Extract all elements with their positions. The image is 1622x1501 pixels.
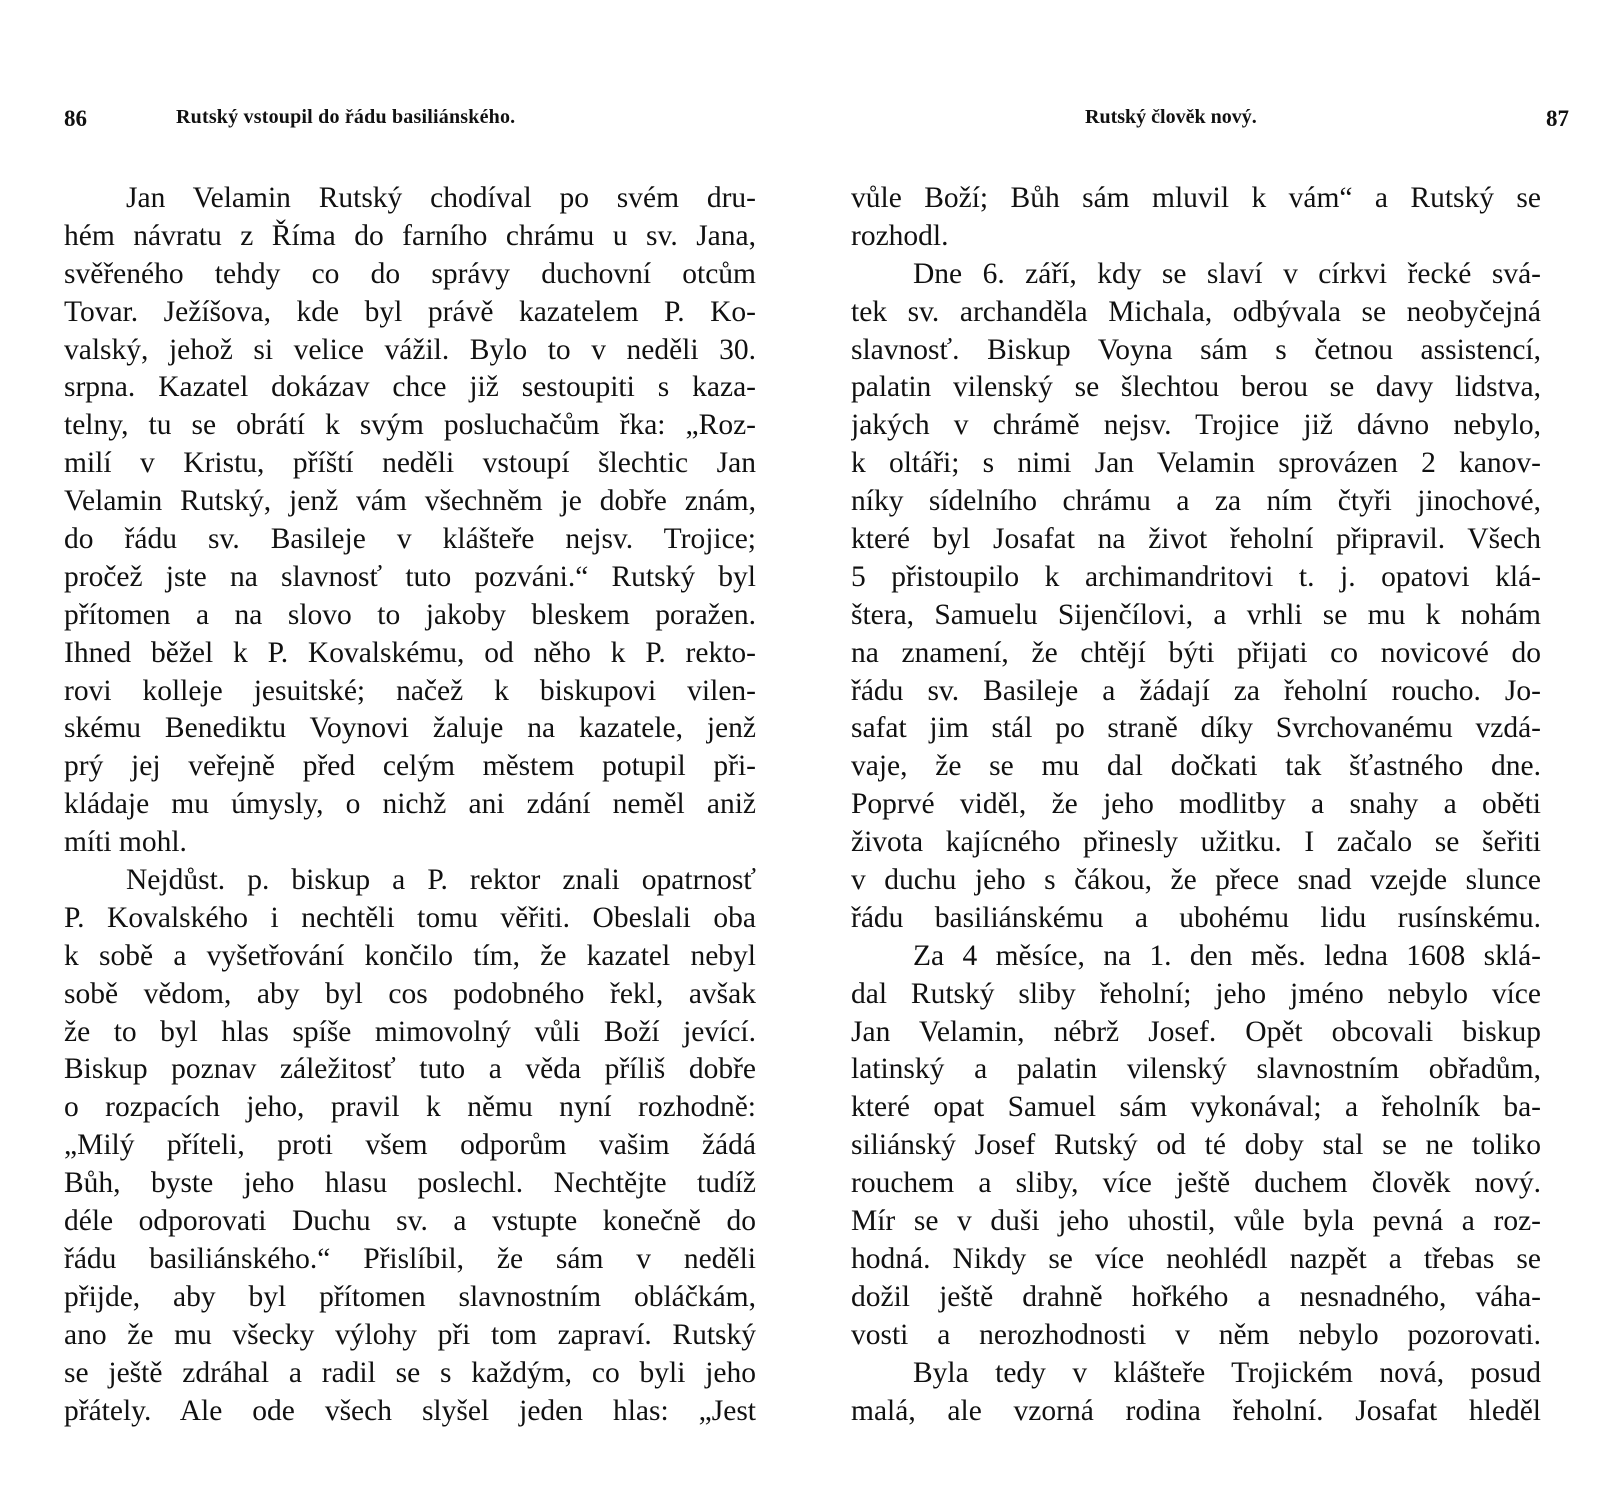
text-line: vaje, že se mu dal dočkati tak šťastného dne. — [851, 750, 1541, 783]
text-line: svěřeného tehdy co do správy duchovní otcům — [64, 257, 756, 290]
text-line: štera, Samuelu Sijenčílovi, a vrhli se mu k nohám — [851, 598, 1541, 631]
text-line: vůle Boží; Bůh sám mluvil k vám“ a Rutský se — [851, 182, 1541, 214]
text-line: na znamení, že chtějí býti přijati co novicové do — [851, 636, 1541, 669]
text-line: hodná. Nikdy se více neohlédl nazpět a třebas se — [851, 1242, 1541, 1275]
page-number: 86 — [64, 106, 87, 131]
text-line: kládaje mu úmysly, o nichž ani zdání neměl aniž — [64, 788, 756, 821]
text-line: siliánský Josef Rutský od té doby stal se ne toliko — [851, 1129, 1541, 1162]
text-line: telny, tu se obrátí k svým posluchačům řka: „Roz- — [64, 409, 756, 442]
text-line: Poprvé viděl, že jeho modlitby a snahy a oběti — [851, 788, 1541, 821]
text-line: valský, jehož si velice vážil. Bylo to v neděli 30. — [64, 333, 756, 366]
text-line: že to byl hlas spíše mimovolný vůli Boží jevící. — [64, 1015, 756, 1048]
body-text — [851, 180, 1541, 1430]
text-line: hém návratu z Říma do farního chrámu u sv. Jana, — [64, 219, 756, 252]
text-line: do řádu sv. Basileje v klášteře nejsv. Trojice; — [64, 523, 756, 556]
text-line: dožil ještě drahně hořkého a nesnadného, váha- — [851, 1280, 1541, 1313]
text-line: palatin vilenský se šlechtou berou se davy lidstva, — [851, 371, 1541, 404]
text-line: P. Kovalského i nechtěli tomu věřiti. Obeslali oba — [64, 901, 756, 934]
text-line: tek sv. archanděla Michala, odbývala se neobyčejná — [851, 295, 1541, 328]
text-line: skému Benediktu Voynovi žaluje na kazatele, jenž — [64, 712, 756, 745]
text-line: „Milý příteli, proti všem odporům vašim žádá — [64, 1129, 756, 1162]
running-head: Rutský vstoupil do řádu basiliánského. — [176, 106, 516, 128]
text-line: latinský a palatin vilenský slavnostním obřadům, — [851, 1053, 1541, 1086]
text-line: Jan Velamin, nébrž Josef. Opět obcovali biskup — [851, 1015, 1541, 1048]
text-line: Za 4 měsíce, na 1. den měs. ledna 1608 sklá- — [913, 939, 1541, 972]
text-line: které byl Josafat na život řeholní připravil. Všech — [851, 523, 1541, 556]
text-line: přítomen a na slovo to jakoby bleskem poražen. — [64, 598, 756, 631]
text-line: Nejdůst. p. biskup a P. rektor znali opatrnosť — [126, 864, 756, 897]
text-line: míti mohl. — [64, 826, 187, 859]
text-line: přátely. Ale ode všech slyšel jeden hlas: „Jest — [64, 1394, 756, 1427]
text-line: pročež jste na slavnosť tuto pozváni.“ Rutský byl — [64, 560, 756, 593]
running-head: Rutský člověk nový. — [1085, 106, 1257, 128]
text-line: života kajícného přinesly užitku. I začalo se šeřiti — [851, 826, 1541, 859]
text-line: vosti a nerozhodnosti v něm nebylo pozorovati. — [851, 1318, 1541, 1351]
text-line: řádu sv. Basileje a žádají za řeholní roucho. Jo- — [851, 674, 1541, 707]
text-line: Bůh, byste jeho hlasu poslechl. Nechtějte tudíž — [64, 1167, 756, 1200]
text-line: Jan Velamin Rutský chodíval po svém dru- — [126, 182, 756, 214]
text-line: ano že mu všecky výlohy při tom zapraví. Rutský — [64, 1318, 756, 1351]
text-line: v duchu jeho s čákou, že přece snad vzejde slunce — [851, 864, 1541, 897]
text-line: Dne 6. září, kdy se slaví v církvi řecké svá- — [913, 257, 1541, 290]
text-line: slavnosť. Biskup Voyna sám s četnou assistencí, — [851, 333, 1541, 366]
text-line: řádu basiliánského.“ Přislíbil, že sám v neděli — [64, 1242, 756, 1275]
text-line: které opat Samuel sám vykonával; a řeholník ba- — [851, 1091, 1541, 1124]
text-line: Mír se v duši jeho uhostil, vůle byla pevná a roz- — [851, 1205, 1541, 1238]
text-line: rovi kolleje jesuitské; načež k biskupovi vilen- — [64, 674, 756, 707]
text-line: Biskup poznav záležitosť tuto a věda příliš dobře — [64, 1053, 756, 1086]
page-number: 87 — [1546, 106, 1569, 131]
text-line: safat jim stál po straně díky Svrchovanému vzdá- — [851, 712, 1541, 745]
text-line: Byla tedy v klášteře Trojickém nová, posud — [913, 1356, 1541, 1389]
right-page — [811, 0, 1622, 1501]
text-line: řádu basiliánskému a ubohému lidu rusínskému. — [851, 901, 1541, 934]
text-line: milí v Kristu, příští neděli vstoupí šlechtic Jan — [64, 447, 756, 480]
text-line: malá, ale vzorná rodina řeholní. Josafat hleděl — [851, 1394, 1541, 1427]
text-line: o rozpacích jeho, pravil k němu nyní rozhodně: — [64, 1091, 756, 1124]
text-line: Velamin Rutský, jenž vám všechněm je dobře znám, — [64, 485, 756, 518]
text-line: se ještě zdráhal a radil se s každým, co byli jeho — [64, 1356, 756, 1389]
text-line: k oltáři; s nimi Jan Velamin sprovázen 2 kanov- — [851, 447, 1541, 480]
text-line: přijde, aby byl přítomen slavnostním obláčkám, — [64, 1280, 756, 1313]
text-line: Tovar. Ježíšova, kde byl právě kazatelem P. Ko- — [64, 295, 756, 328]
text-line: níky sídelního chrámu a za ním čtyři jinochové, — [851, 485, 1541, 518]
text-line: 5 přistoupilo k archimandritovi t. j. opatovi klá- — [851, 560, 1541, 593]
text-line: déle odporovati Duchu sv. a vstupte konečně do — [64, 1205, 756, 1238]
text-line: Ihned běžel k P. Kovalskému, od něho k P. rekto- — [64, 636, 756, 669]
text-line: jakých v chrámě nejsv. Trojice již dávno nebylo, — [851, 409, 1541, 442]
text-line: rouchem a sliby, více ještě duchem člověk nový. — [851, 1167, 1541, 1200]
text-line: prý jej veřejně před celým městem potupil při- — [64, 750, 756, 783]
text-line: sobě vědom, aby byl cos podobného řekl, avšak — [64, 977, 756, 1010]
body-text — [64, 180, 756, 1430]
text-line: dal Rutský sliby řeholní; jeho jméno nebylo více — [851, 977, 1541, 1010]
text-line: srpna. Kazatel dokázav chce již sestoupiti s kaza- — [64, 371, 756, 404]
text-line: rozhodl. — [851, 219, 949, 252]
text-line: k sobě a vyšetřování končilo tím, že kazatel nebyl — [64, 939, 756, 972]
